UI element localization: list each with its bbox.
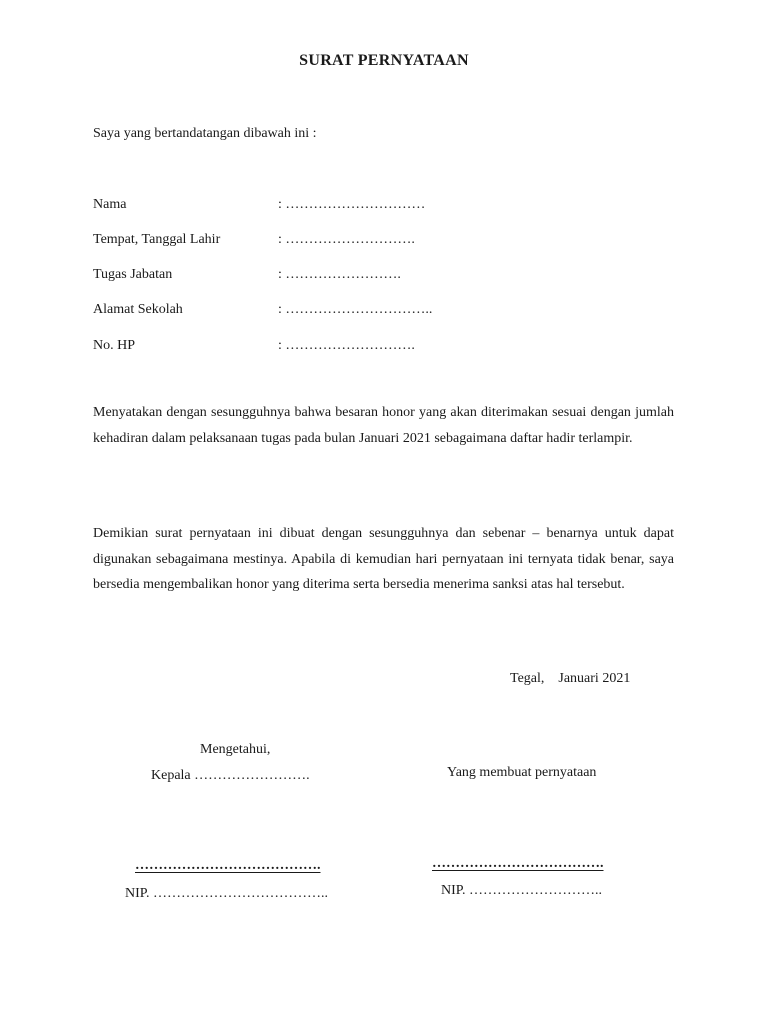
field-alamat-sekolah <box>93 302 593 322</box>
field-value: : ……………………. <box>278 267 401 282</box>
field-value: : ………………………… <box>278 197 426 212</box>
field-label: Tugas Jabatan <box>93 267 173 282</box>
field-tugas-jabatan <box>93 267 593 287</box>
field-nama <box>93 197 593 217</box>
left-nip: NIP. ……………………………….. <box>125 886 329 901</box>
statement-paragraph: Menyatakan dengan sesungguhnya bahwa besaran honor yang akan diterimakan sesuai dengan jumlah kehadiran dalam pelaksanaan tugas pada bulan Januari 2021 sebagaimana daftar hadir terlampir. <box>93 405 674 446</box>
field-value: : ………………………. <box>278 338 415 353</box>
statement-maker-label: Yang membuat pernyataan <box>447 765 597 780</box>
left-signature-line: …………………………………. <box>135 858 321 873</box>
field-label: Tempat, Tanggal Lahir <box>93 232 221 247</box>
closing-paragraph: Demikian surat pernyataan ini dibuat dengan sesungguhnya dan sebenar – benarnya untuk dapat digunakan sebagaimana mestinya. Apabila di kemudian hari pernyataan ini ternyata tidak benar, saya bersedia mengembalikan honor yang diterima serta bersedia menerima sanksi atas hal tersebut. <box>93 526 674 592</box>
right-nip: NIP. ……………………….. <box>441 883 603 898</box>
field-value: : ………………………. <box>278 232 415 247</box>
field-tempat-tanggal-lahir <box>93 232 593 252</box>
right-signature-line: ………………………………. <box>432 856 604 871</box>
field-label: Alamat Sekolah <box>93 302 183 317</box>
field-label: No. HP <box>93 338 136 353</box>
document-title: SURAT PERNYATAAN <box>299 52 469 69</box>
intro-text: Saya yang bertandatangan dibawah ini : <box>93 126 317 141</box>
place-date: Tegal, Januari 2021 <box>510 671 631 686</box>
field-label: Nama <box>93 197 127 212</box>
field-no-hp <box>93 338 593 358</box>
acknowledged-label: Mengetahui, <box>200 742 271 757</box>
head-signatory: Kepala ……………………. <box>151 768 310 783</box>
field-value: : ………………………….. <box>278 302 433 317</box>
